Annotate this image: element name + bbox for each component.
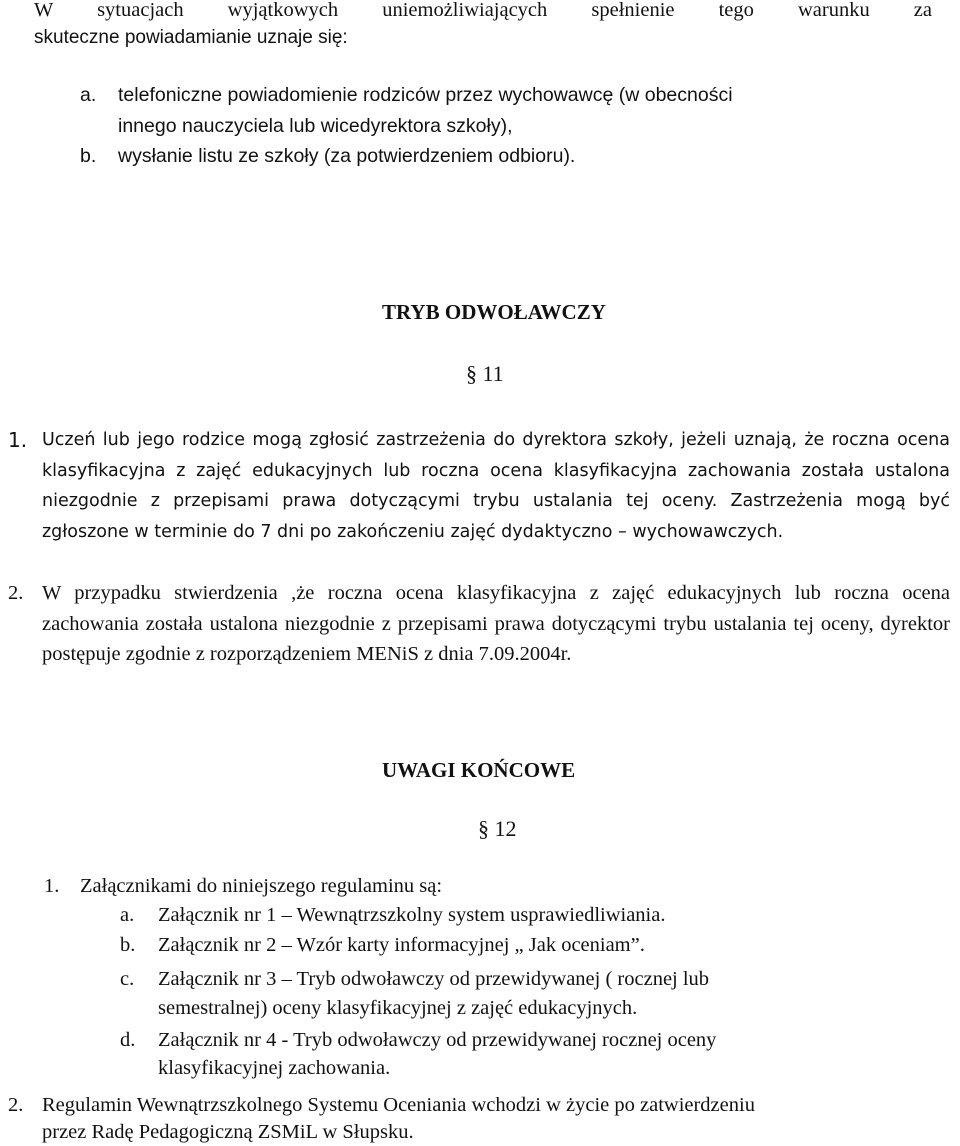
paragraph-mark: § 11 <box>466 361 504 386</box>
attachment-letter: b. <box>120 934 136 956</box>
attachment-text: klasyfikacyjnej zachowania. <box>158 1057 391 1079</box>
intro-item-text: wysłanie listu ze szkoły (za potwierdzeniem odbioru). <box>118 145 576 167</box>
point-text: Uczeń lub jego rodzice mogą zgłosić zastrzeżenia do dyrektora szkoły, jeżeli uznają, że roczna ocena klasyfikacyjna z zajęć edukacyjnych lub roczna ocena klasyfikacyjna zachowania została ustalona niezgodnie z przepisami prawa dotyczącymi trybu ustalania tej oceny. Zastrzeżenia mogą być zgłoszone w terminie do 7 dni po zakończeniu zajęć dydaktyczno – wychowawczych. <box>42 430 950 542</box>
point-1 <box>8 425 950 547</box>
intro-item-letter: b. <box>80 145 97 167</box>
attachment-text: Załącznik nr 1 – Wewnątrzszkolny system usprawiedliwiania. <box>158 904 666 926</box>
intro-item-text: telefoniczne powiadomienie rodziców przez wychowawcę (w obecności <box>118 84 733 106</box>
attachment-text: Załącznik nr 2 – Wzór karty informacyjnej „ Jak oceniam”. <box>158 934 645 956</box>
point-text: Regulamin Wewnątrzszkolnego Systemu Oceniania wchodzi w życie po zatwierdzeniu <box>42 1094 755 1116</box>
attachment-letter: d. <box>120 1029 136 1051</box>
paragraph-mark: § 12 <box>478 816 517 841</box>
point-text: przez Radę Pedagogiczną ZSMiL w Słupsku. <box>42 1121 414 1143</box>
section-heading: UWAGI KOŃCOWE <box>382 758 576 782</box>
attachment-text: Załącznik nr 4 - Tryb odwoławczy od przewidywanej rocznej oceny <box>158 1029 717 1051</box>
point-number: 2. <box>8 582 24 604</box>
intro-item-letter: a. <box>80 84 97 106</box>
point-2 <box>8 578 950 670</box>
point-number: 1. <box>8 428 28 452</box>
attachment-text: semestralnej) oceny klasyfikacyjnej z zajęć edukacyjnych. <box>158 997 638 1019</box>
point-number: 1. <box>44 875 60 897</box>
section-heading: TRYB ODWOŁAWCZY <box>382 300 606 324</box>
intro-line-2: skuteczne powiadamianie uznaje się: <box>34 27 348 48</box>
intro-line-1: W sytuacjach wyjątkowych uniemożliwiających spełnienie tego warunku za <box>34 0 932 21</box>
point-text: Załącznikami do niniejszego regulaminu są: <box>80 875 443 897</box>
intro-item-text: innego nauczyciela lub wicedyrektora szkoły), <box>118 115 513 137</box>
attachment-letter: a. <box>120 904 135 926</box>
attachment-text: Załącznik nr 3 – Tryb odwoławczy od przewidywanej ( rocznej lub <box>158 968 710 990</box>
attachment-letter: c. <box>120 968 135 990</box>
point-text: W przypadku stwierdzenia ,że roczna ocena klasyfikacyjna z zajęć edukacyjnych lub roczna ocena zachowania została ustalona niezgodnie z przepisami prawa dotyczącymi trybu ustalania tej oceny, dyrektor postępuje zgodnie z rozporządzeniem MENiS z dnia 7.09.2004r. <box>42 582 950 665</box>
point-number: 2. <box>8 1094 24 1116</box>
